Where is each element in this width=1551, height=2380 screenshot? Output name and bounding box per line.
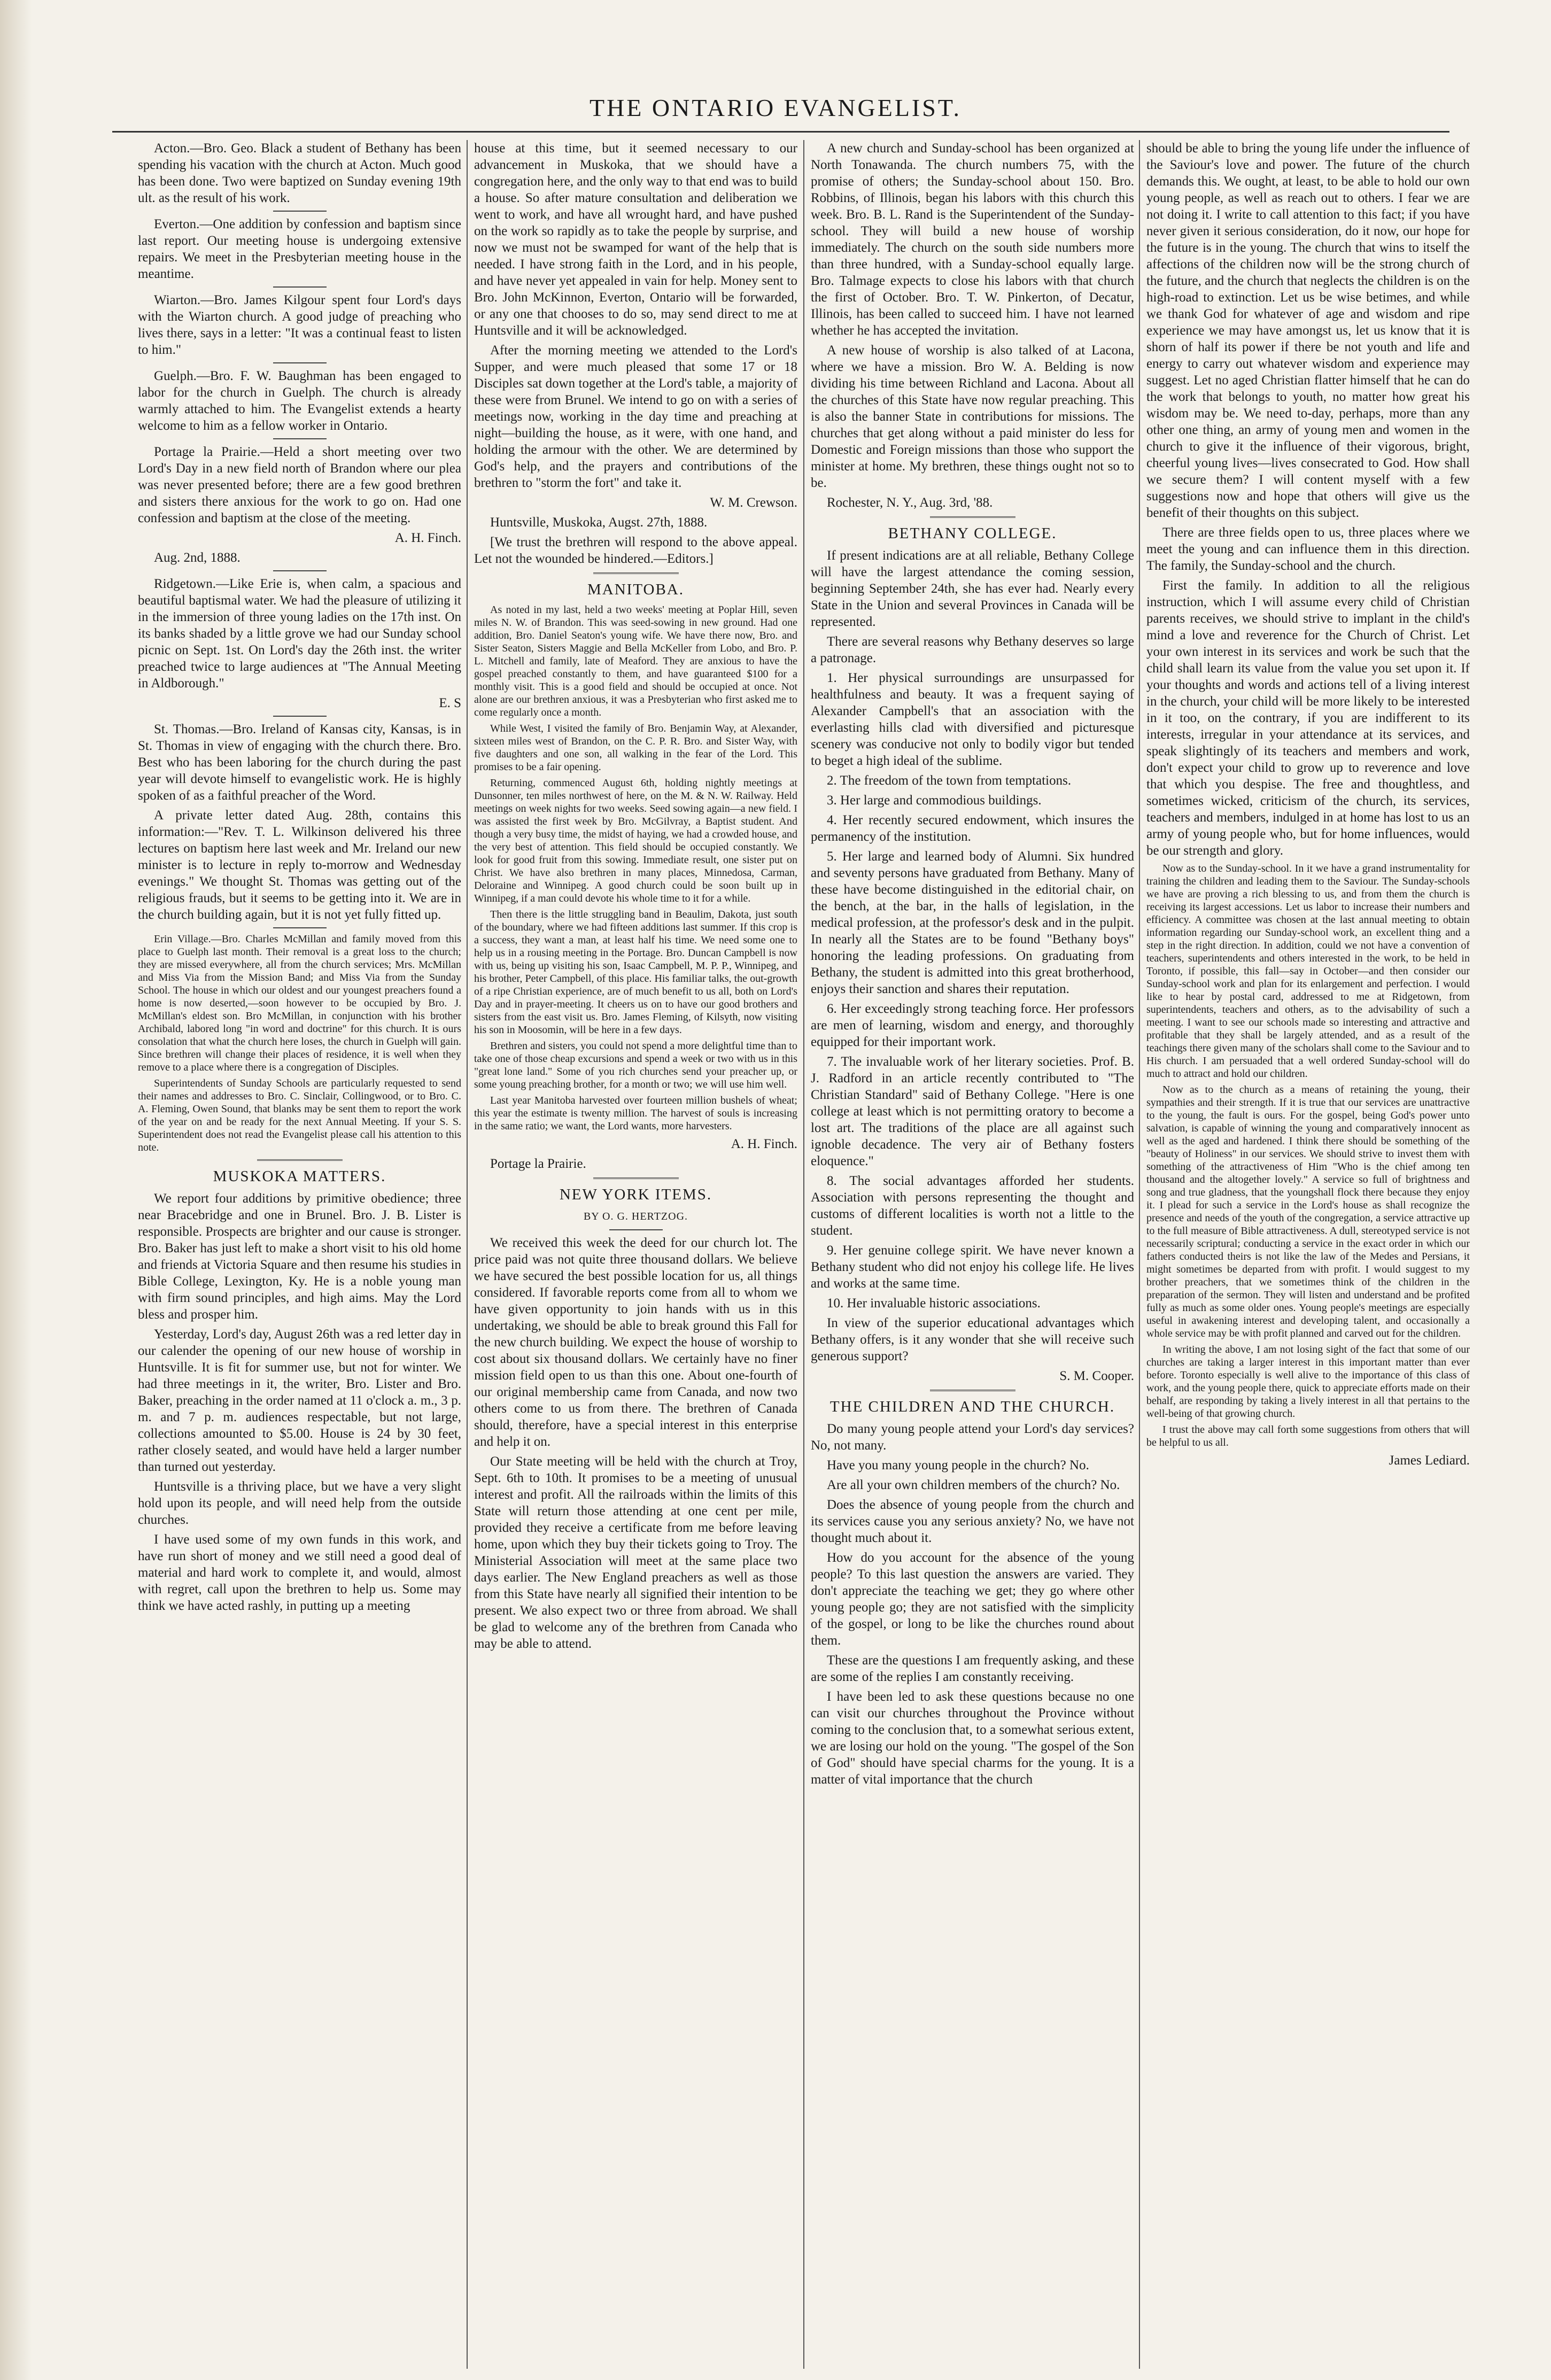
- separator: [273, 286, 327, 288]
- list-item: 2. The freedom of the town from temptations.: [827, 773, 1072, 788]
- article-paragraph: I trust the above may call forth some suggestions from others that will be helpful to us all.: [1146, 1424, 1470, 1448]
- article-paragraph: In writing the above, I am not losing sight of the fact that some of our churches are taking a larger interest in this important matter than ever before. Toronto especially is well alive to the importance of this class of work, and the young people there, quick to appreciate efforts made on their behalf, are responding by taking a lively interest in all that pertains to the well-being of that growing church.: [1146, 1344, 1470, 1420]
- list-item: 9. Her genuine college spirit. We have never known a Bethany student who did not enjoy his college life. He lives and works at the same time.: [811, 1243, 1134, 1291]
- article-paragraph: Then there is the little struggling band in Beaulim, Dakota, just south of the boundary, where we had fifteen additions last summer. If this crop is a success, they want a man, at least half his time. We need some one to help us in a rousing meeting in the Portage. Bro. Duncan Campbell is now with us, being up visiting his son, Isaac Campbell, M. P. P., Winnipeg, and his brother, Peter Campbell, of this place. His familiar talks, the out-growth of a ripe Christian experience, are of much benefit to us all, both on Lord's Day and in prayer-meeting. It cheers us on to have our good brothers and sisters from the east visit us. Bro. James Fleming, of Kilsyth, now visiting his son in Moosomin, will be here in a few days.: [474, 909, 797, 1036]
- news-item-guelph: Guelph.—Bro. F. W. Baughman has been engaged to labor for the church in Guelph. The church is already warmly attached to him. The Evangelist extends a hearty welcome to him as a fellow worker in Ontario.: [138, 369, 461, 433]
- article-paragraph: While West, I visited the family of Bro. Benjamin Way, at Alexander, sixteen miles west of Brandon, on the C. P. R. Bro. and Sister Way, with five daughters and one son, all walking in the fear of the Lord. This promises to be a fair opening.: [474, 723, 797, 773]
- byline: BY O. G. HERTZOG.: [583, 1211, 688, 1222]
- heading-muskoka: MUSKOKA MATTERS.: [213, 1168, 386, 1185]
- column-1: [138, 140, 461, 2369]
- news-item-erin: Erin Village.—Bro. Charles McMillan and family moved from this place to Guelph last month. Their removal is a great loss to the church; they are missed everywhere, all from the church services; Mrs. McMillan and Miss Via from the Mission Band; and Miss Via from the Sunday School. The house in which our oldest and our youngest preachers found a home is now deserted,—soon however to be occupied by Bro. J. McMillan's eldest son. Bro McMillan, in conjunction with his brother Archibald, labored long "in word and doctrine" for this church. It is ours consolation that what the church here loses, the church in Guelph will gain. Since brethren will change their places of residence, it is well when they remove to a place where there is a congregation of Disciples.: [138, 933, 461, 1073]
- column-rule: [1139, 140, 1140, 2369]
- separator: [593, 1177, 679, 1179]
- column-3: [811, 140, 1134, 2369]
- list-item: 3. Her large and commodious buildings.: [827, 793, 1042, 808]
- column-4: [1146, 140, 1470, 2369]
- editors-note: [We trust the brethren will respond to the above appeal. Let not the wounded be hindered.—Editors.]: [474, 535, 797, 566]
- separator: [609, 1229, 663, 1230]
- news-item-everton: Everton.—One addition by confession and baptism since last report. Our meeting house is undergoing extensive repairs. We meet in the Presbyterian meeting house in the meantime.: [138, 217, 461, 281]
- news-item-st-thomas: St. Thomas.—Bro. Ireland of Kansas city, Kansas, is in St. Thomas in view of engaging with the church there. Bro. Best who has been laboring for the church during the past year will devote himself to evangelistic work. He is highly spoken of as a faithful preacher of the Word.: [138, 722, 461, 803]
- article-paragraph: These are the questions I am frequently asking, and these are some of the replies I am constantly receiving.: [811, 1653, 1134, 1684]
- article-paragraph: We received this week the deed for our church lot. The price paid was not quite three thousand dollars. We believe we have secured the best possible location for us, all things considered. If favorable reports come from all to whom we have given opportunity to join hands with us in this undertaking, we should be able to break ground this Fall for the new church building. We expect the house of worship to cost about six thousand dollars. We certainly have no finer mission field open to us than this one. About one-fourth of our original membership came from Canada, and now two others come to us from there. The brethren of Canada should, therefore, have a special interest in this enterprise and help it on.: [474, 1236, 797, 1449]
- article-paragraph: Do many young people attend your Lord's day services? No, not many.: [811, 1422, 1134, 1453]
- article-paragraph: should be able to bring the young life under the influence of the Saviour's love and power. The future of the church demands this. We ought, at least, to be able to hold our own young people, as well as reach out to others. I fear we are not doing it. I write to call attention to this fact; if you have never given it serious consideration, do it now, our hope for the future is in the young. The church that wins to itself the affections of the children now will be the strong church of the future, and the church that neglects the children is on the high-road to extinction. Let us be wise betimes, and while we thank God for whatever of age and wisdom and ripe experience we may have amongst us, let us know that it is shorn of half its power if there be not youth and life and energy to carry out whatever wisdom and experience may suggest. Let no aged Christian flatter himself that he can do the work that belongs to youth, no matter how great his wisdom may be. We need to-day, perhaps, more than any other one thing, an army of young men and women in the church to give it the influence of their vigorous, bright, cheerful young lives—lives consecrated to God. How shall we secure them? I will content myself with a few suggestions now and hope that others will give us the benefit of their thoughts on this subject.: [1146, 141, 1470, 520]
- signature: A. H. Finch.: [394, 531, 461, 545]
- dateline: Huntsville, Muskoka, Augst. 27th, 1888.: [490, 515, 708, 530]
- separator: [273, 211, 327, 212]
- column-2: [474, 140, 797, 2369]
- column-rule: [803, 140, 804, 2369]
- article-paragraph: I have used some of my own funds in this work, and have run short of money and we still need a good deal of material and hard work to complete it, and would, almost with regret, call upon the brethren to help us. Some may think we have acted rashly, in putting up a meeting: [138, 1532, 461, 1613]
- article-paragraph: After the morning meeting we attended to the Lord's Supper, and were much pleased that some 17 or 18 Disciples sat down together at the Lord's table, a majority of these were from Brunel. We intend to go on with a series of meetings now, working in the day time and preaching at night—building the house, as it were, with one hand, and holding the armour with the other. We are determined by God's help, and the prayers and contributions of the brethren to "storm the fort" and take it.: [474, 343, 797, 490]
- list-item: 7. The invaluable work of her literary societies. Prof. B. J. Radford in an article recently contributed to "The Christian Standard" said of Bethany College. "Here is one college at least which is not permitting oratory to become a lost art. The traditions of the place are all against such ignoble decadence. The very air of Bethany fosters eloquence.": [811, 1055, 1134, 1168]
- article-paragraph: First the family. In addition to all the religious instruction, which I will assume every child of Christian parents receives, we should strive to implant in the child's mind a love and reverence for the Church of Christ. Let your own interest in its services and work be such that the child shall learn its value from the value you set upon it. If your thoughts and words and actions tell of a living interest in the church, your child will be more likely to be interested in it too, on the contrary, if you are indifferent to its interests, irregular in your attendance at its services, and speak slightingly of its teachers and members and work, don't expect your child to grow up to reverence and love that which you despise. The free and thoughtless, and sometimes wicked, criticism of the church, its services, teachers and members, indulged in at home has lost to us an army of young people who, but for home influences, would be our strength and glory.: [1146, 578, 1470, 858]
- separator: [273, 927, 327, 928]
- signature: W. M. Crewson.: [710, 495, 797, 510]
- separator: [930, 1390, 1015, 1391]
- article-paragraph: I have been led to ask these questions because no one can visit our churches throughout the Province without coming to the conclusion that, to a somewhat serious extent, we are losing our hold on the young. "The gospel of the Son of God" should have special charms for the young. It is a matter of vital importance that the church: [811, 1689, 1134, 1787]
- separator: [273, 570, 327, 571]
- article-paragraph: Are all your own children members of the church? No.: [827, 1478, 1120, 1492]
- separator: [273, 438, 327, 439]
- article-paragraph: Now as to the church as a means of retaining the young, their sympathies and their strength. If it is true that our services are unattractive to the young, the fault is ours. For the gospel, being God's power unto salvation, is capable of winning the young and comparatively innocent as well as the aged and hardened. I think there should be something of the "beauty of Holiness" in our services. We should strive to invest them with something of the attractiveness of Him "Who is the chief among ten thousand and the altogether lovely." A service so full of brightness and song and true gladness, that the youngshall flock there because they enjoy it. I plead for such a service in the Lord's house as shall recognize the presence and needs of the youth of the congregation, a service attractive up to the full measure of Bible attractiveness. A dull, stereotyped service is not necessarily scriptural; conducting a service in the exact order in which our fathers conducted theirs is not like the law of the Medes and Persians, it might sometimes be departed from with profit. I would suggest to my brother preachers, that we sometimes think of the children in the preparation of the sermon. They will listen and understand and be profited fully as much as some older ones. Young people's meetings are especially useful in awakening interest and developing talent, and occasionally a whole service may be with profit planned and carved out for the children.: [1146, 1084, 1470, 1339]
- news-item-letter: A private letter dated Aug. 28th, contains this information:—"Rev. T. L. Wilkinson delivered his three lectures on baptism here last week and Mr. Ireland our new minister is to lecture in reply to-morrow and Wednesday evenings." We thought St. Thomas was getting out of the religious frauds, but it seems to be getting into it. We are in the church building again, but it is not yet fully fitted up.: [138, 808, 461, 922]
- list-item: 4. Her recently secured endowment, which insures the permanency of the institution.: [811, 813, 1134, 844]
- article-paragraph: Brethren and sisters, you could not spend a more delightful time than to take one of those cheap excursions and spend a week or two with us in this "great lone land." Some of you rich churches send your preacher up, or some young preaching brother, for a month or two; we will use him well.: [474, 1040, 797, 1090]
- separator: [273, 362, 327, 363]
- page-header: THE ONTARIO EVANGELIST.: [589, 94, 962, 121]
- dateline: Portage la Prairie.: [490, 1157, 586, 1171]
- article-paragraph: A new house of worship is also talked of at Lacona, where we have a mission. Bro W. A. Belding is now dividing his time between Richland and Lacona. About all the churches of this State have now regular preaching. This is also the banner State in contributions for missions. The churches that get along without a paid minister do less for Domestic and Foreign missions than those who support the minister at home. My brethren, these things ought not so to be.: [811, 343, 1134, 490]
- header-rule: [112, 131, 1449, 133]
- heading-children-church: THE CHILDREN AND THE CHURCH.: [829, 1398, 1115, 1415]
- signature: S. M. Cooper.: [1059, 1369, 1134, 1383]
- list-item: 5. Her large and learned body of Alumni. Six hundred and seventy persons have graduated from Bethany. Many of these have become distinguished in the editorial chair, on the bench, at the bar, in the halls of legislation, in the medical profession, at the professor's desk and in the pulpit. In nearly all the States are to be found "Bethany boys" honoring the leading professions. On graduating from Bethany, the student is admitted into this great brotherhood, enjoys their sanction and shares their reputation.: [811, 849, 1134, 996]
- article-paragraph: Does the absence of young people from the church and its services cause you any serious anxiety? No, we have not thought much about it.: [811, 1498, 1134, 1545]
- article-paragraph: Have you many young people in the church? No.: [827, 1458, 1089, 1472]
- heading-manitoba: MANITOBA.: [587, 581, 684, 598]
- page-binding-shadow: [0, 0, 32, 2380]
- separator: [273, 716, 327, 717]
- dateline: Aug. 2nd, 1888.: [154, 551, 241, 565]
- signature: A. H. Finch.: [731, 1137, 797, 1151]
- article-paragraph: Huntsville is a thriving place, but we have a very slight hold upon its people, and will need help from the outside churches.: [138, 1479, 461, 1527]
- signature: E. S: [439, 696, 461, 710]
- article-paragraph: Our State meeting will be held with the church at Troy, Sept. 6th to 10th. It promises to be a meeting of unusual interest and profit. All the railroads within the limits of this State will return those attending at one cent per mile, provided they receive a certificate from me before leaving home, upon which they buy their tickets going to Troy. The Ministerial Association will meet at the same place two days earlier. The New England preachers as well as those from this State have nearly all signified their intention to be present. We also expect two or three from abroad. We shall be glad to welcome any of the brethren from Canada who may be able to attend.: [474, 1454, 797, 1651]
- article-paragraph: A new church and Sunday-school has been organized at North Tonawanda. The church numbers 75, with the promise of others; the Sunday-school about 150. Bro. Robbins, of Illinois, began his labors with this church this week. Bro. B. L. Rand is the Superintendent of the Sunday-school. They will build a new house of worship immediately. The church on the south side numbers more than three hundred, with a Sunday-school equally large. Bro. Talmage expects to close his labors with that church the first of October. Bro. T. W. Pinkerton, of Decatur, Illinois, has been called to succeed him. I have not learned whether he has accepted the invitation.: [811, 141, 1134, 338]
- article-paragraph: We report four additions by primitive obedience; three near Bracebridge and one in Brunel. Bro. J. B. Lister is responsible. Prospects are brighter and our cause is stronger. Bro. Baker has just left to make a short visit to his old home and friends at Victoria Square and then resume his studies in Bible College, Lexington, Ky. He is a noble young man with firm sound principles, and high aims. May the Lord bless and prosper him.: [138, 1191, 461, 1322]
- article-paragraph: How do you account for the absence of the young people? To this last question the answers are varied. They don't appreciate the teaching we get; they go where other young people go; they are not satisfied with the simplicity of the gospel, or long to be like the churches round about them.: [811, 1551, 1134, 1648]
- separator: [593, 572, 679, 574]
- article-paragraph: As noted in my last, held a two weeks' meeting at Poplar Hill, seven miles N. W. of Brandon. This was seed-sowing in new ground. Had one addition, Bro. Daniel Seaton's young wife. We have there now, Bro. and Sister Seaton, Sisters Maggie and Bella McKeller from Lobo, and Bro. P. L. Mitchell and family, late of Meaford. They are anxious to have the gospel preached constantly to them, and have guaranteed $100 for a monthly visit. This is a good field and should be occupied at once. Not alone are our brethren anxious, it was a Presbyterian who first asked me to come regularly once a month.: [474, 604, 797, 718]
- article-paragraph: house at this time, but it seemed necessary to our advancement in Muskoka, that we should have a congregation here, and the only way to that end was to build a house. So after mature consultation and deliberation we went to work, and have all wrought hard, and have pushed on the work so rapidly as to take the people by surprise, and now we must not be swamped for want of the help that is needed. I have strong faith in the Lord, and in his people, and have never yet appealed in vain for help. Money sent to Bro. John McKinnon, Everton, Ontario will be forwarded, or any one that chooses to do so, may send direct to me at Huntsville and it will be acknowledged.: [474, 141, 797, 338]
- article-paragraph: In view of the superior educational advantages which Bethany offers, is it any wonder that she will receive such generous support?: [811, 1316, 1134, 1363]
- heading-bethany-college: BETHANY COLLEGE.: [888, 525, 1057, 542]
- list-item: 1. Her physical surroundings are unsurpassed for healthfulness and beauty. It was a frequent saying of Alexander Campbell's that an association with the everlasting hills clad with diversified and picturesque scenery was conducive not only to bodily vigor but tended to beget a high ideal of the sublime.: [811, 671, 1134, 768]
- article-paragraph: Last year Manitoba harvested over fourteen million bushels of wheat; this year the estimate is twenty million. The harvest of souls is increasing in the same ratio; we want, the Lord wants, more harvesters.: [474, 1095, 797, 1132]
- separator: [257, 1159, 343, 1161]
- separator: [930, 516, 1015, 518]
- signature: James Lediard.: [1389, 1453, 1470, 1468]
- notice-superintendents: Superintendents of Sunday Schools are particularly requested to send their names and addresses to Bro. C. Sinclair, Collingwood, or to Bro. C. A. Fleming, Owen Sound, that blanks may be sent them to report the work of the year on and be ready for the next Annual Meeting. If your S. S. Superintendent does not read the Evangelist please call his attention to this note.: [138, 1077, 461, 1153]
- article-paragraph: Yesterday, Lord's day, August 26th was a red letter day in our calender the opening of our new house of worship in Huntsville. It is fit for summer use, but not for winter. We had three meetings in it, the writer, Bro. Lister and Bro. Baker, preaching in the order named at 11 o'clock a. m., 3 p. m. and 7 p. m. audiences respectable, but not large, collections amounted to $5.00. House is 24 by 30 feet, rather closely seated, and would have held a larger number than turned out yesterday.: [138, 1327, 461, 1474]
- news-item-wiarton: Wiarton.—Bro. James Kilgour spent four Lord's days with the Wiarton church. A good judge of preaching who lives there, says in a letter: "It was a continual feast to listen to him.": [138, 293, 461, 357]
- article-paragraph: If present indications are at all reliable, Bethany College will have the largest attendance the coming session, beginning September 24th, she has ever had. Nearly every State in the Union and several Provinces in Canada will be represented.: [811, 548, 1134, 629]
- list-item: 10. Her invaluable historic associations.: [827, 1296, 1041, 1311]
- news-item-acton: Acton.—Bro. Geo. Black a student of Bethany has been spending his vacation with the church at Acton. Much good has been done. Two were baptized on Sunday evening 19th ult. as the result of his work.: [138, 141, 461, 205]
- list-item: 8. The social advantages afforded her students. Association with persons representing the thought and customs of different localities is worth not a little to the student.: [811, 1174, 1134, 1238]
- column-rule: [467, 140, 468, 2369]
- news-item-ridgetown: Ridgetown.—Like Erie is, when calm, a spacious and beautiful baptismal water. We had the pleasure of utilizing it in the immersion of three young ladies on the 17th inst. On its banks shaded by a little grove we had our Sunday school picnic on Sept. 1st. On Lord's day the 26th inst. the writer preached twice to large audiences at "The Annual Meeting in Aldborough.": [138, 577, 461, 691]
- article-paragraph: Now as to the Sunday-school. In it we have a grand instrumentality for training the children and leading them to the Saviour. The Sunday-schools we have are proving a rich blessing to us, and from them the church is receiving its largest accessions. Let us labor to increase their numbers and efficiency. A committee was chosen at the last annual meeting to obtain information regarding our Sunday-school work, an excellent thing and a step in the right direction. In addition, could we not have a convention of teachers, superintendents and others interested in the work, to be held in Toronto, if possible, this fall—say in October—and then consider our Sunday-school work and plan for its enlargement and perfection. I would like to hear by postal card, addressed to me at Ridgetown, from superintendents, teachers and others, as to the advisability of such a meeting. I want to see our schools made so interesting and attractive and profitable that they shall be largely attended, and as a result of the teachings there given many of the scholars shall come to the Saviour and to His church. I am persuaded that a well ordered Sunday-school will do much to attract and hold our children.: [1146, 863, 1470, 1080]
- article-paragraph: There are several reasons why Bethany deserves so large a patronage.: [811, 634, 1134, 665]
- heading-new-york: NEW YORK ITEMS.: [559, 1186, 712, 1203]
- dateline: Rochester, N. Y., Aug. 3rd, '88.: [827, 495, 993, 510]
- article-paragraph: Returning, commenced August 6th, holding nightly meetings at Dunsonner, ten miles northwest of here, on the M. & N. W. Railway. Held meetings on week nights for two weeks. Seed sowing again—a new field. I was assisted the first week by Bro. McGilvray, a Baptist student. And though a very busy time, the midst of haying, we had a crowded house, and the very best of attention. This field should be occupied constantly. We look for good fruit from this sowing. Immediate result, one sister put on Christ. We have also brethren in many places, Minnedosa, Carman, Deloraine and Winnipeg. A good church could be soon built up in Winnipeg, if a man could devote his whole time to it for a while.: [474, 777, 797, 904]
- article-paragraph: There are three fields open to us, three places where we meet the young and can influence them in this direction. The family, the Sunday-school and the church.: [1146, 525, 1470, 573]
- list-item: 6. Her exceedingly strong teaching force. Her professors are men of learning, wisdom and energy, and thoroughly equipped for their important work.: [811, 1002, 1134, 1049]
- news-item-portage: Portage la Prairie.—Held a short meeting over two Lord's Day in a new field north of Brandon where our plea was never presented before; there are a few good brethren and sisters there anxious for the work to go on. Had one confession and baptism at the close of the meeting.: [138, 445, 461, 525]
